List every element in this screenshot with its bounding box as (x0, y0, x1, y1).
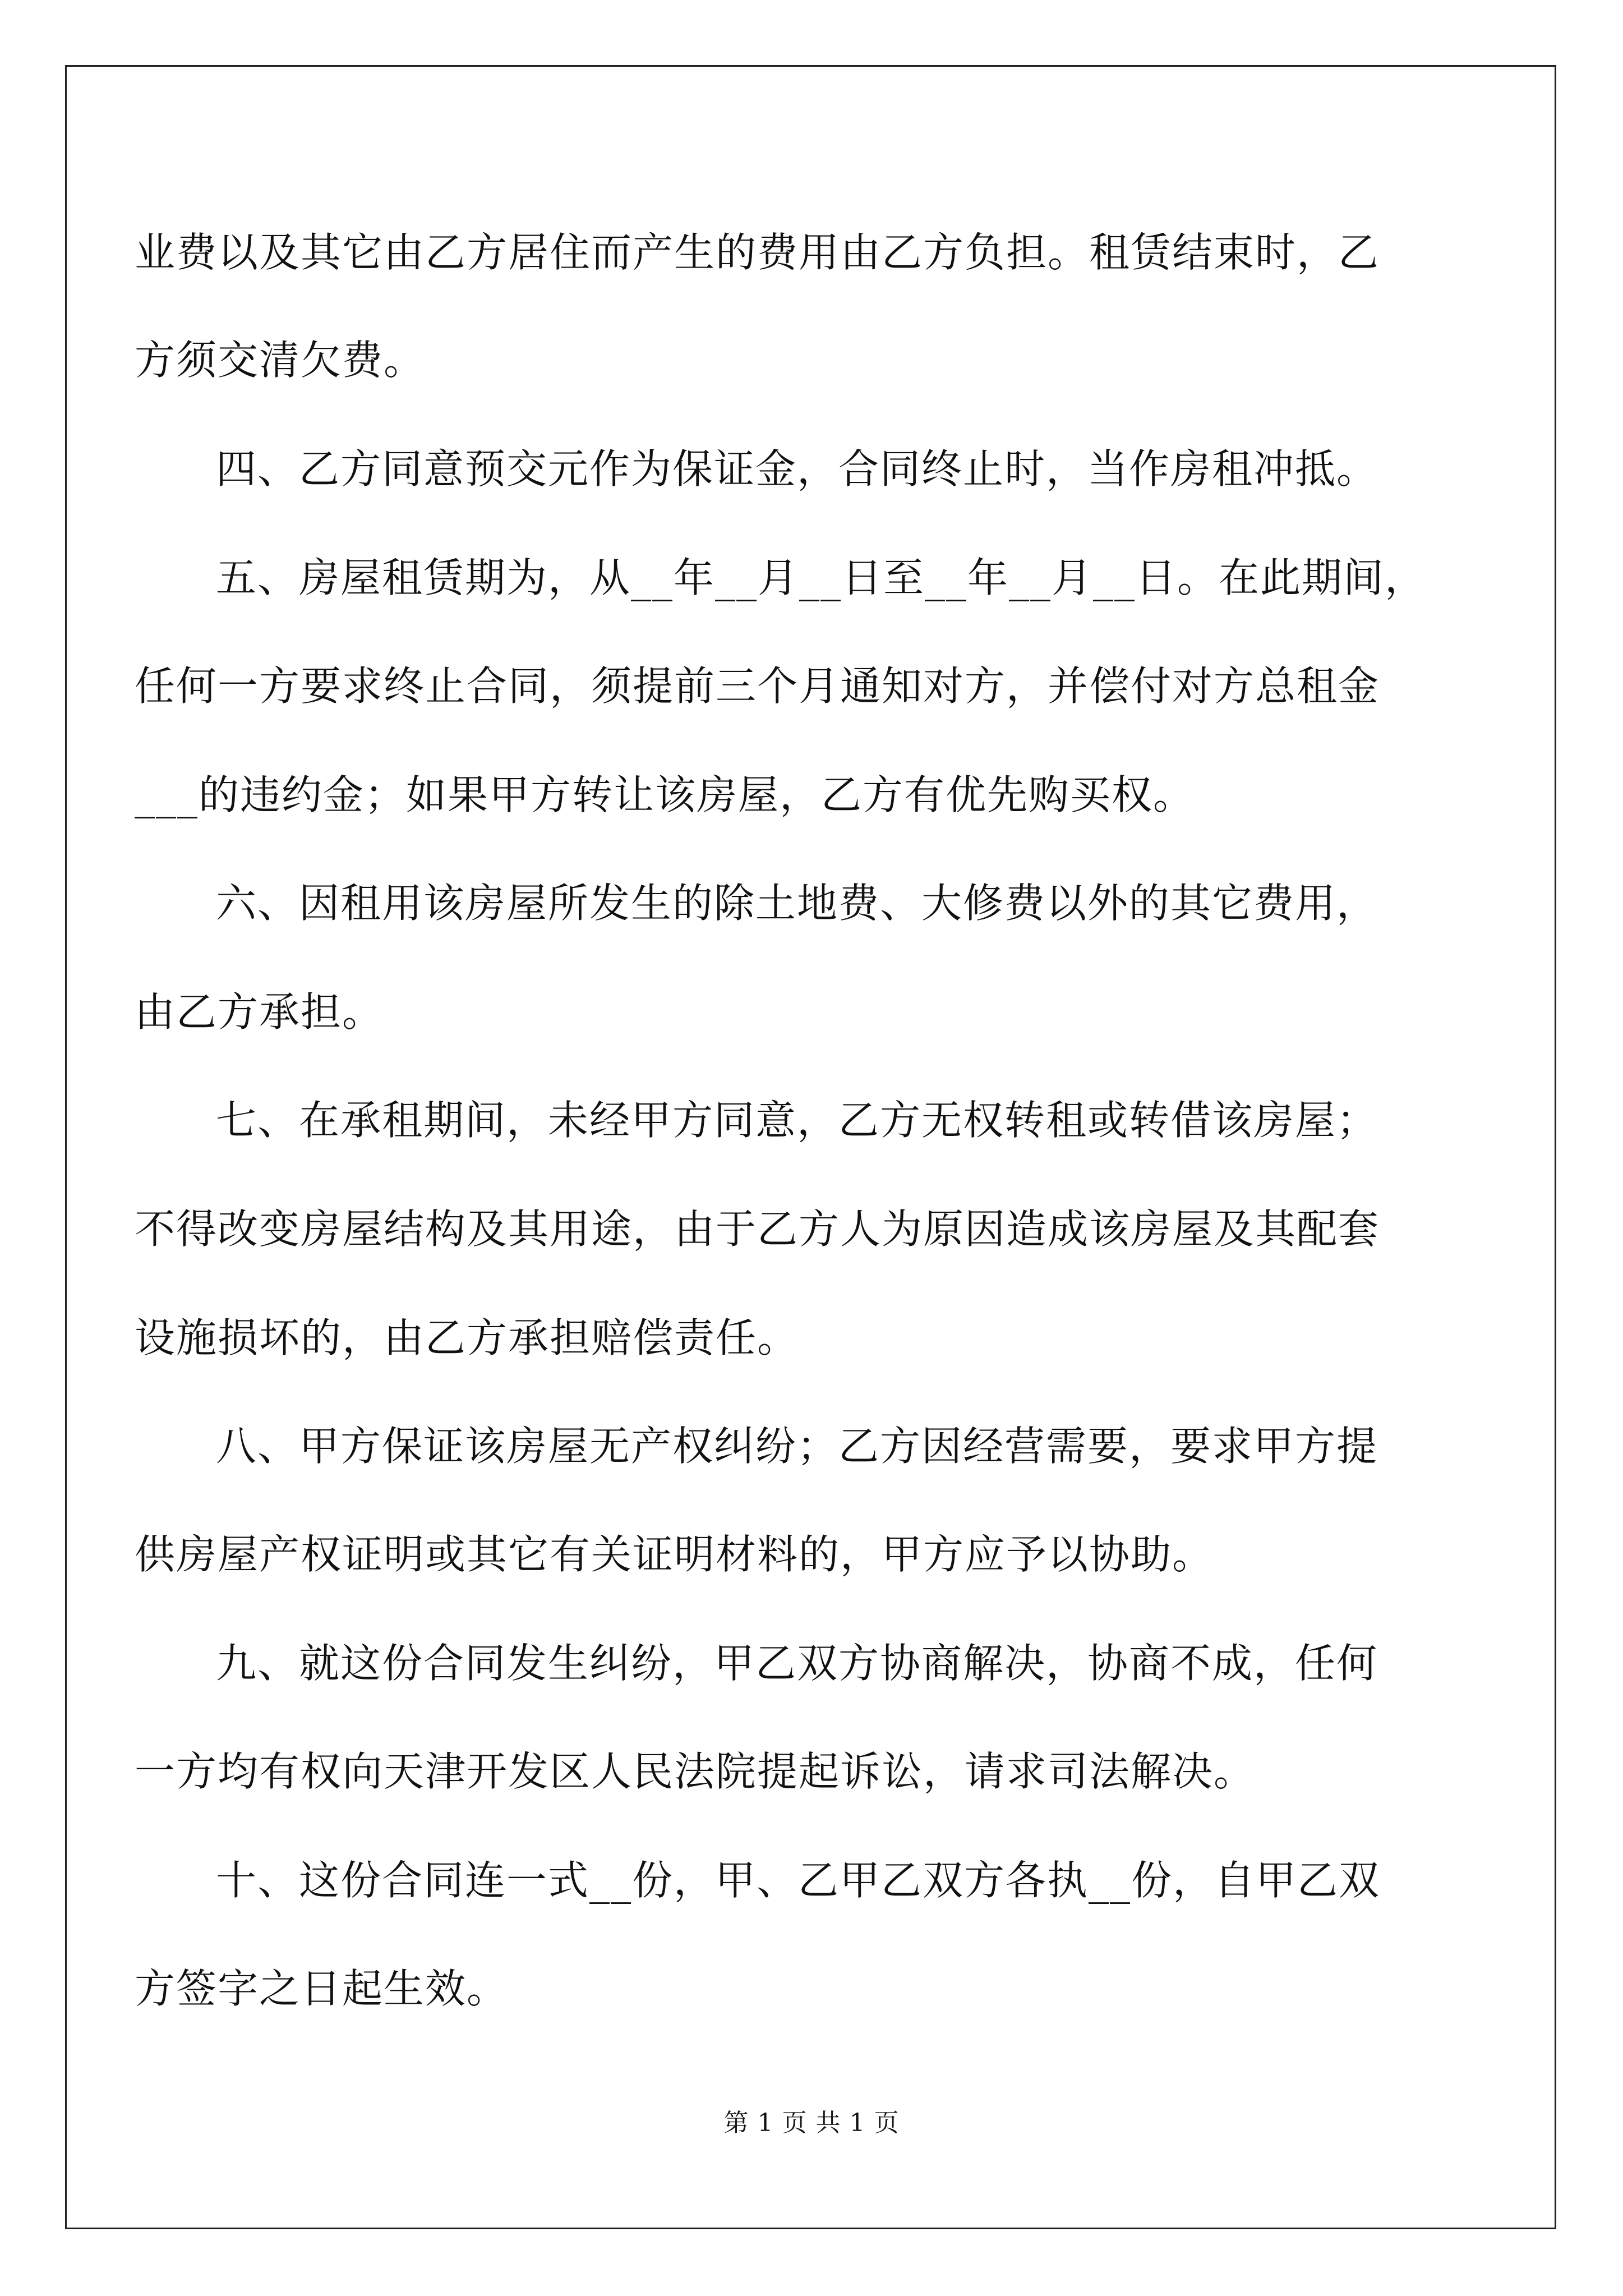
text-line: 设施损坏的，由乙方承担赔偿责任。 (135, 1314, 799, 1361)
clause-8: 八、甲方保证该房屋无产权纠纷；乙方因经营需要，要求甲方提 (216, 1423, 1378, 1470)
text-line: 不得改变房屋结构及其用途，由于乙方人为原因造成该房屋及其配套 (135, 1205, 1380, 1253)
text-line: 方须交清欠费。 (135, 337, 426, 384)
text-line: 业费以及其它由乙方居住而产生的费用由乙方负担。租赁结束时，乙 (135, 229, 1380, 276)
clause-4: 四、乙方同意预交元作为保证金，合同终止时，当作房租冲抵。 (216, 445, 1378, 493)
text-line: 供房屋产权证明或其它有关证明材料的，甲方应予以协助。 (135, 1531, 1214, 1578)
text-line: 任何一方要求终止合同，须提前三个月通知对方，并偿付对方总租金 (135, 662, 1380, 710)
clause-9: 九、就这份合同发生纠纷，甲乙双方协商解决，协商不成，任何 (216, 1640, 1378, 1687)
page-number-footer: 第 1 页 共 1 页 (723, 2109, 900, 2137)
clause-10: 十、这份合同连一式__份，甲、乙甲乙双方各执__份，自甲乙双 (216, 1857, 1381, 1904)
text-line: 方签字之日起生效。 (135, 1965, 509, 2012)
text-line: ___的违约金；如果甲方转让该房屋，乙方有优先购买权。 (135, 771, 1195, 818)
clause-7: 七、在承租期间，未经甲方同意，乙方无权转租或转借该房屋； (216, 1097, 1378, 1144)
clause-5: 五、房屋租赁期为，从__年__月__日至__年__月__日。在此期间， (216, 554, 1427, 601)
text-line: 由乙方承担。 (135, 988, 384, 1036)
text-line: 一方均有权向天津开发区人民法院提起诉讼，请求司法解决。 (135, 1748, 1256, 1795)
clause-6: 六、因租用该房屋所发生的除土地费、大修费以外的其它费用， (216, 880, 1378, 927)
